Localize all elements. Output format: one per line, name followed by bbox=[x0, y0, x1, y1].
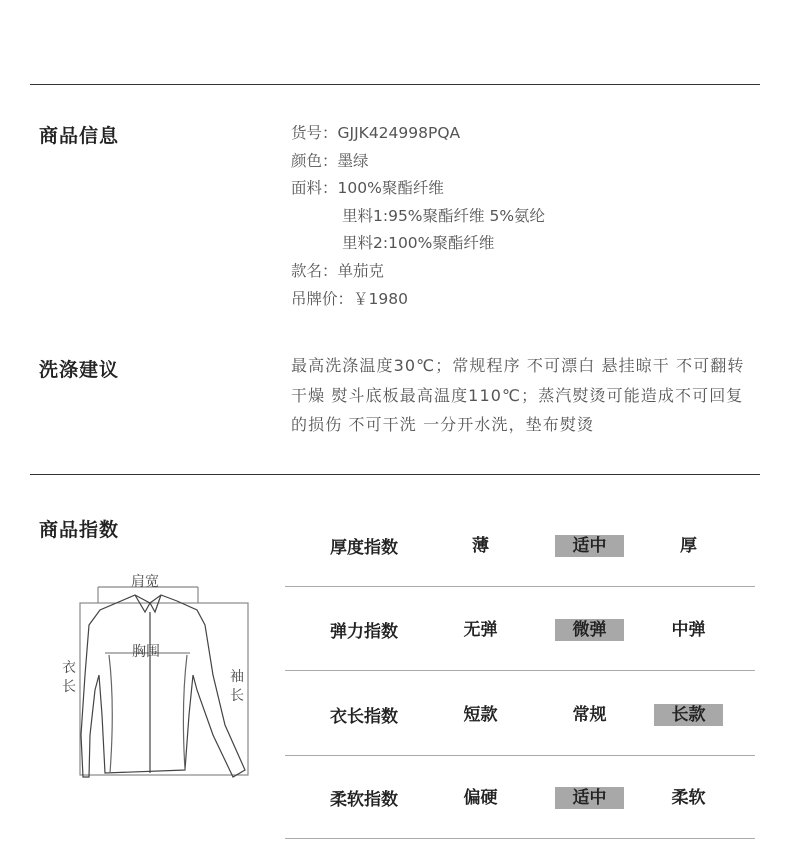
product-index-title: 商品指数 bbox=[39, 519, 120, 541]
index-option: 中弹 bbox=[671, 619, 706, 640]
index-option-selected: 适中 bbox=[555, 756, 624, 839]
info-row: 货号：GJJK424998PQA bbox=[291, 124, 461, 142]
index-label: 厚度指数 bbox=[330, 538, 398, 558]
index-option: 常规 bbox=[572, 704, 607, 725]
row-divider bbox=[285, 670, 755, 671]
index-option: 偏硬 bbox=[463, 787, 498, 808]
index-row-elasticity bbox=[285, 588, 755, 671]
index-option-selected: 微弹 bbox=[555, 588, 624, 671]
index-option: 厚 bbox=[680, 535, 697, 556]
row-divider bbox=[285, 586, 755, 587]
index-option-selected: 适中 bbox=[555, 504, 624, 587]
garment-measure-diagram bbox=[55, 565, 260, 795]
row-divider bbox=[285, 838, 755, 839]
index-row-thickness bbox=[285, 504, 755, 587]
index-option: 薄 bbox=[472, 535, 489, 556]
length-label: 衣长 bbox=[62, 660, 76, 695]
info-row: 里料1:95%聚酯纤维 5%氨纶 bbox=[342, 206, 546, 225]
index-option-selected: 长款 bbox=[654, 673, 723, 756]
shoulder-label: 肩宽 bbox=[131, 574, 159, 590]
index-option: 柔软 bbox=[671, 787, 706, 808]
index-option: 短款 bbox=[463, 704, 498, 725]
product-info-title: 商品信息 bbox=[39, 125, 120, 147]
middle-divider bbox=[30, 474, 760, 475]
info-row: 吊牌价：￥1980 bbox=[291, 289, 408, 308]
top-divider bbox=[30, 84, 760, 85]
product-info-list bbox=[291, 120, 545, 313]
washing-instructions: 最高洗涤温度30℃；常规程序 不可漂白 悬挂晾干 不可翻转干燥 熨斗底板最高温度110℃；蒸汽熨烫可能造成不可回复的损伤 不可干洗 一分开水洗，垫布熨烫 bbox=[291, 356, 745, 434]
info-row: 款名：单茄克 bbox=[291, 261, 385, 280]
index-row-softness bbox=[285, 756, 755, 839]
sleeve-label: 袖长 bbox=[230, 669, 244, 704]
washing-title: 洗涤建议 bbox=[39, 359, 120, 381]
chest-label: 胸围 bbox=[132, 644, 160, 660]
index-label: 弹力指数 bbox=[330, 622, 398, 642]
index-option: 无弹 bbox=[463, 619, 498, 640]
info-row: 里料2:100%聚酯纤维 bbox=[342, 234, 495, 253]
info-row: 面料：100%聚酯纤维 bbox=[291, 179, 444, 198]
index-row-length bbox=[285, 673, 755, 756]
index-label: 柔软指数 bbox=[330, 790, 398, 810]
info-row: 颜色：墨绿 bbox=[291, 151, 369, 170]
index-label: 衣长指数 bbox=[330, 707, 398, 727]
